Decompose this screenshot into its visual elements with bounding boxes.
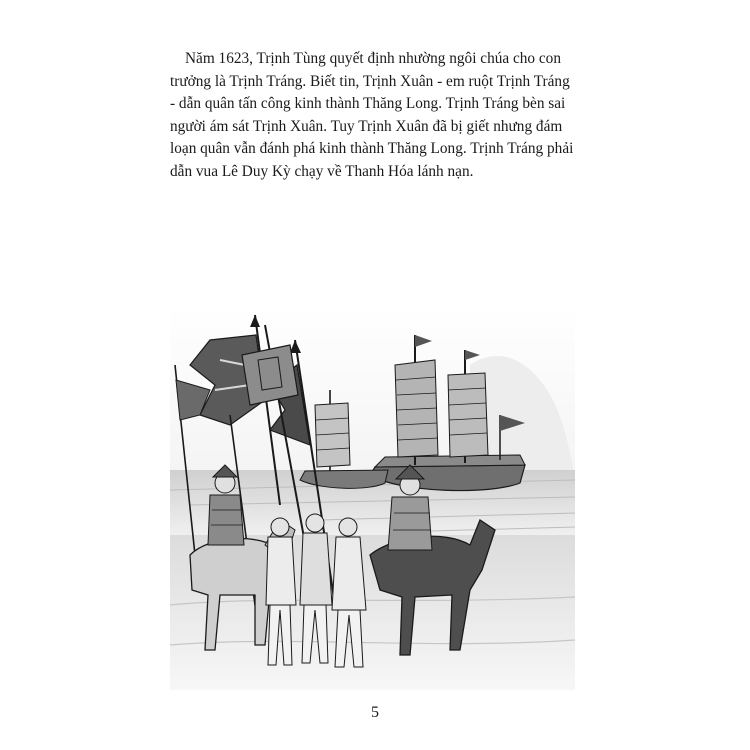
paragraph-line: - dẫn quân tấn công kinh thành Thăng Long. Trịnh Tráng bèn sai xyxy=(170,95,566,113)
story-paragraph xyxy=(170,48,574,184)
army-procession-illustration xyxy=(170,305,575,690)
paragraph-line: người ám sát Trịnh Xuân. Tuy Trịnh Xuân đã bị giết nhưng đám xyxy=(170,117,563,135)
page-number: 5 xyxy=(371,704,379,721)
paragraph-line: dẫn vua Lê Duy Kỳ chạy về Thanh Hóa lánh nạn. xyxy=(170,162,474,180)
paragraph-line: trưởng là Trịnh Tráng. Biết tin, Trịnh Xuân - em ruột Trịnh Tráng xyxy=(170,72,570,90)
paragraph-line: loạn quân vẫn đánh phá kinh thành Thăng Long. Trịnh Tráng phải xyxy=(170,140,574,158)
paragraph-line: Năm 1623, Trịnh Tùng quyết định nhường ngôi chúa cho con xyxy=(185,50,561,67)
